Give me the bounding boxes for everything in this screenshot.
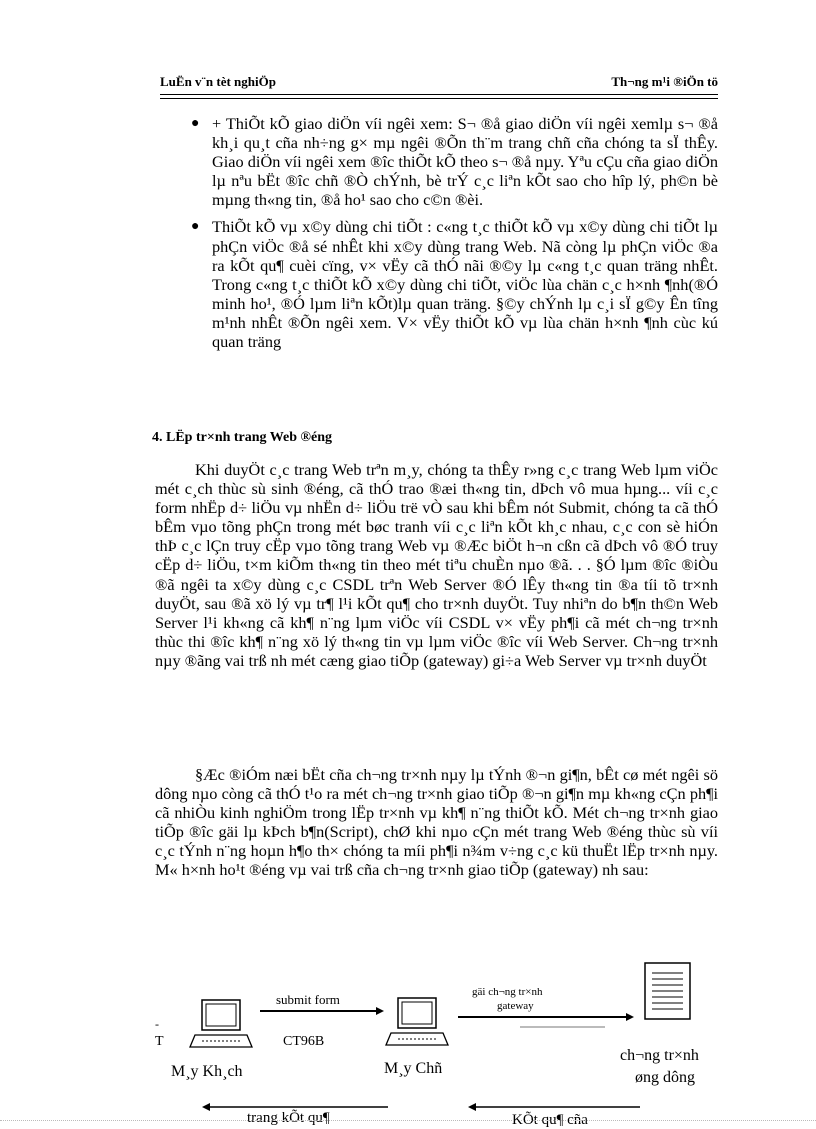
bullet-item-interface-design xyxy=(186,114,718,209)
result-of-label: KÕt qu¶ cña xyxy=(512,1112,588,1128)
header-rule-thick xyxy=(160,94,718,95)
application-document-icon xyxy=(645,963,690,1019)
bullet-item-detail-design xyxy=(186,217,718,351)
header-topic-title: Th¬ng m¹i ®iÖn tö xyxy=(611,74,718,89)
gateway-label: gateway xyxy=(497,1000,534,1012)
app-program-label-1: ch¬ng tr×nh xyxy=(620,1047,699,1064)
app-program-label-2: øng dông xyxy=(635,1069,695,1086)
section-heading: 4. LËp tr×nh trang Web ®éng xyxy=(152,430,332,445)
server-computer-icon xyxy=(386,998,448,1045)
bullet-dot-icon: ● xyxy=(191,116,200,131)
bullet-dot-icon: ● xyxy=(191,219,200,235)
page-header xyxy=(160,74,718,94)
result-page-label: trang kÕt qu¶ xyxy=(247,1110,330,1126)
left-edge-mark-2: T xyxy=(155,1034,164,1049)
client-label: M¸y Kh¸ch xyxy=(171,1063,243,1080)
client-computer-icon xyxy=(190,1000,252,1047)
submit-form-label: submit form xyxy=(276,992,340,1007)
server-label: M¸y Chñ xyxy=(384,1060,443,1077)
left-edge-mark-1: - xyxy=(155,1017,159,1031)
page-bottom-dotted-line xyxy=(0,1120,816,1121)
call-program-label: gäi ch¬ng tr×nh xyxy=(472,986,543,998)
header-thesis-title: LuËn v¨n tèt nghiÖp xyxy=(160,74,276,89)
result-return-arrow xyxy=(468,1103,640,1111)
bullet-list xyxy=(186,114,718,359)
submit-arrow xyxy=(260,1007,384,1015)
ct96b-label: CT96B xyxy=(283,1034,325,1049)
diagram-graphics xyxy=(140,955,740,1123)
gateway-call-arrow xyxy=(458,1013,634,1027)
paragraph-gateway-program: §Æc ®iÓm næi bËt cña ch¬ng tr×nh nµy lµ tÝnh ®¬n gi¶n, bÊt cø mét ngêi sö dông nµo còng cã thÓ t¹o ra mét ch¬ng tr×nh giao tiÕp ®¬n gi¶n mµ kh«ng cÇn ph¶i cã nhiÒu kinh nghiÖm trong lËp tr×nh vµ kh¶ n¨ng thiÕt kÕ. Mét ch¬ng tr×nh giao tiÕp ®îc gäi lµ kÞch b¶n(Script), chØ khi nµo cÇn mét trang Web ®éng thùc sù víi c¸c tÝnh n¨ng hoµn h¶o th× chóng ta míi ph¶i n¾m v÷ng c¸c kü thuËt lËp tr×nh nµy. M« h×nh ho¹t ®éng vµ vai trß cña ch¬ng tr×nh giao tiÕp (gateway) nh sau: xyxy=(155,765,718,880)
bullet-text: ThiÕt kÕ vµ x©y dùng chi tiÕt : c«ng t¸c thiÕt kÕ vµ x©y dùng chi tiÕt lµ phÇn viÖc ®å sé nhÊt khi x©y dùng trang Web. Nã còng lµ phÇn viÖc ®a ra kÕt qu¶ cuèi cïng, v× vËy cã thÓ nãi ®©y lµ c«ng t¸c quan träng nhÊt. Trong c«ng t¸c thiÕt kÕ x©y dùng chi tiÕt, viÖc lùa chän c¸c h×nh ¶nh(®Ó minh ho¹, ®Ó lµm liªn kÕt)lµ quan träng. §©y chÝnh lµ c¸i sÏ g©y Ên tîng m¹nh nhÊt ®Õn ngêi xem. V× vËy thiÕt kÕ vµ lùa chän h×nh ¶nh cùc kú quan träng xyxy=(212,217,718,352)
header-rule-thin xyxy=(160,98,718,99)
gateway-diagram xyxy=(140,955,740,1128)
paragraph-dynamic-web: Khi duyÖt c¸c trang Web trªn m¸y, chóng ta thÊy r»ng c¸c trang Web lµm viÖc mét c¸ch thùc sù sinh ®éng, cã thÓ trao ®æi th«ng tin, dÞch vô mua hµng... víi c¸c form nhËp d÷ liÖu vµ nhËn d÷ liÖu trë vÒ sau khi bÊm nót Submit, chóng ta cã thÓ bÊm vµo tõng phÇn trong mét bøc tranh víi c¸c liªn kÕt kh¸c nhau, c¸c con sè hiÓn thÞ c¸c lÇn truy cËp vµo tõng trang Web vµ ®Æc biÖt h¬n cßn cã dÞch vô ®Ó truy cËp d÷ liÖu, t×m kiÕm th«ng tin theo mét tiªu chuÈn nµo ®ã. . . §Ó lµm ®îc ®iÒu ®ã ngêi ta x©y dùng c¸c CSDL trªn Web Server ®Ó lÊy th«ng tin ®a tíi tõ tr×nh duyÖt, sau ®ã xö lý vµ tr¶ l¹i kÕt qu¶ cho tr×nh duyÖt. Tuy nhiªn do b¶n th©n Web Server l¹i kh«ng cã kh¶ n¨ng lµm viÖc víi CSDL v× vËy ph¶i cã mét ch¬ng tr×nh thùc thi ®îc kh¶ n¨ng xö lý th«ng tin vµ lµm viÖc ®îc víi Web Server. Ch¬ng tr×nh nµy ®ãng vai trß nh mét cæng giao tiÕp (gateway) gi÷a Web Server vµ tr×nh duyÖt xyxy=(155,460,718,670)
bullet-text: + ThiÕt kÕ giao diÖn víi ngêi xem: S¬ ®å giao diÖn víi ngêi xemlµ s¬ ®å kh¸i qu¸t cña nh÷ng g× mµ ngêi ®Õn th¨m trang chñ cña chóng ta sÏ thÊy. Giao diÖn víi ngêi xem ®îc thiÕt kÕ theo s¬ ®å nµy. Yªu cÇu cña giao diÖn lµ nªu bËt ®îc chñ ®Ò chÝnh, bè trÝ c¸c liªn kÕt sao cho hîp lý, ph©n bè mµng th«ng tin, ®å ho¹ sao cho c©n ®èi. xyxy=(212,114,718,210)
